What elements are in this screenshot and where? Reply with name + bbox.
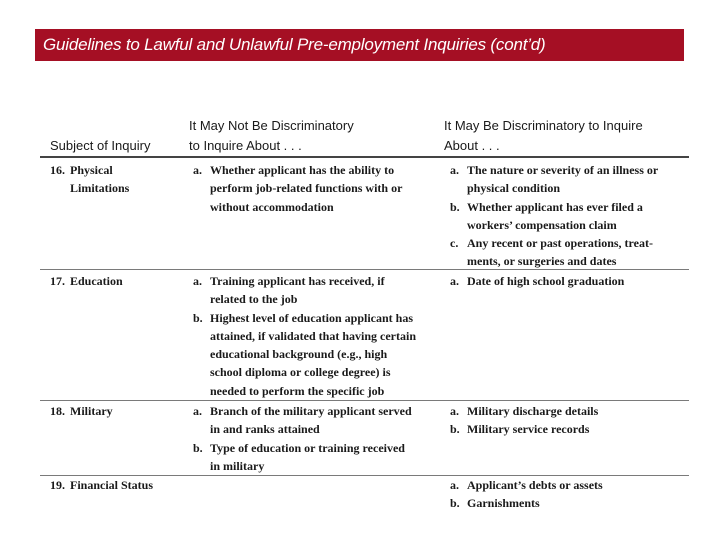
slide-title-bar: [35, 29, 684, 61]
header-divider: [40, 156, 689, 158]
list-item: a. Date of high school graduation: [450, 274, 625, 288]
row-divider: [40, 400, 689, 401]
unlawful-education: [450, 272, 690, 290]
header-not-discriminatory: It May Not Be Discriminatory to Inquire About . . .: [189, 118, 354, 153]
list-item: b. Whether applicant has ever filed a workers’ compensation claim: [450, 199, 643, 232]
list-item: b. Military service records: [450, 422, 590, 437]
list-item: a. Applicant’s debts or assets: [450, 478, 603, 492]
header-discriminatory: It May Be Discriminatory to Inquire About . . .: [444, 118, 643, 153]
list-item: b. Type of education or training received in military: [193, 440, 405, 473]
lawful-military: [193, 402, 433, 475]
list-item: a. Branch of the military applicant served in and ranks attained: [193, 404, 412, 437]
list-item: a. Whether applicant has the ability to perform job-related functions with or without accommodation: [193, 163, 403, 214]
row-divider: [40, 269, 689, 270]
unlawful-physical-limitations: [450, 161, 690, 271]
unlawful-military: [450, 402, 690, 439]
subject-physical-limitations: 16. Physical Limitations: [50, 163, 130, 196]
list-item: b. Garnishments: [450, 496, 540, 511]
unlawful-financial-status: [450, 476, 690, 513]
list-item: c. Any recent or past operations, treat- ments, or surgeries and dates: [450, 236, 653, 269]
list-item: a. Military discharge details: [450, 404, 599, 418]
header-subject: Subject of Inquiry: [50, 138, 151, 153]
subject-financial-status: 19. Financial Status: [50, 478, 154, 492]
list-item: b. Highest level of education applicant has attained, if validated that having certain educational background (e.g., high school diploma or college degree) is needed to perform the specific job: [193, 310, 416, 398]
lawful-physical-limitations: [193, 161, 433, 216]
lawful-education: [193, 272, 433, 400]
list-item: a. Training applicant has received, if related to the job: [193, 274, 385, 307]
subject-education: 17. Education: [50, 274, 123, 288]
list-item: a. The nature or severity of an illness or physical condition: [450, 163, 659, 196]
slide-title: Guidelines to Lawful and Unlawful Pre-employment Inquiries (cont’d): [43, 35, 546, 54]
subject-military: 18. Military: [50, 404, 113, 418]
